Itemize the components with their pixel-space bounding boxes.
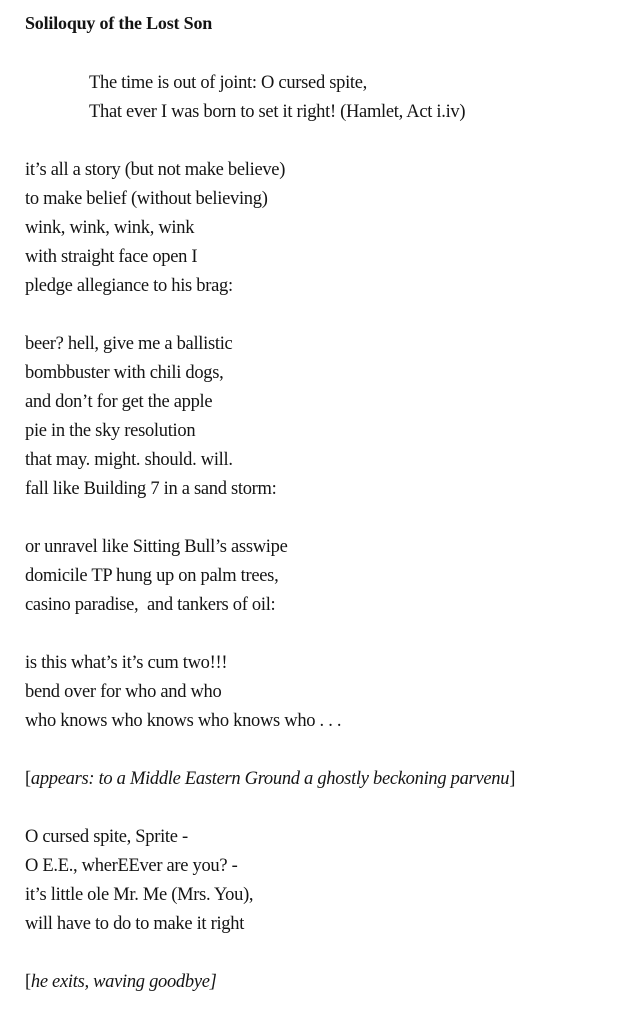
poem-line: wink, wink, wink, wink — [25, 218, 195, 238]
poem-line: beer? hell, give me a ballistic — [25, 334, 233, 354]
poem-line: will have to do to make it right — [25, 914, 245, 934]
stage-direction-text: appears: to a Middle Eastern Ground a ghostly beckoning parvenu — [30, 769, 510, 789]
poem-line: O E.E., wherEEver are you? - — [25, 856, 238, 876]
poem-line: and don’t for get the apple — [25, 392, 213, 412]
poem-line: it’s all a story (but not make believe) — [25, 160, 286, 180]
epigraph-line: That ever I was born to set it right! (Hamlet, Act i.iv) — [89, 102, 466, 122]
poem-line: that may. might. should. will. — [25, 450, 233, 470]
poem-line: bend over for who and who — [25, 682, 222, 702]
poem-line: domicile TP hung up on palm trees, — [25, 566, 279, 586]
poem-line: fall like Building 7 in a sand storm: — [25, 479, 277, 499]
stage-direction-text: he exits, waving goodbye] — [30, 972, 217, 992]
poem-title: Soliloquy of the Lost Son — [25, 13, 213, 33]
open-bracket: [ — [25, 769, 31, 789]
stage-direction-line — [25, 765, 515, 794]
poem-line: or unravel like Sitting Bull’s asswipe — [25, 537, 288, 557]
poem-line: is this what’s it’s cum two!!! — [25, 653, 228, 673]
stanza-5 — [25, 823, 253, 939]
poem-line: pie in the sky resolution — [25, 421, 196, 441]
stage-direction-line — [25, 968, 217, 997]
poem-line: it’s little ole Mr. Me (Mrs. You), — [25, 885, 254, 905]
poem-line: O cursed spite, Sprite - — [25, 827, 188, 847]
stanza-4 — [25, 649, 341, 736]
stage-direction-appears — [25, 765, 515, 794]
epigraph-line: The time is out of joint: O cursed spite, — [89, 73, 368, 93]
poem-line: pledge allegiance to his brag: — [25, 276, 233, 296]
stanza-3 — [25, 533, 287, 620]
poem-line: to make belief (without believing) — [25, 189, 268, 209]
epigraph-quote — [89, 69, 465, 127]
poem-line: with straight face open I — [25, 247, 198, 267]
poem-line: who knows who knows who knows who . . . — [25, 711, 342, 731]
close-bracket: ] — [509, 769, 516, 789]
stage-direction-exit — [25, 968, 217, 997]
stanza-2 — [25, 330, 276, 504]
open-bracket: [ — [25, 972, 31, 992]
poem-line: casino paradise, and tankers of oil: — [25, 595, 276, 615]
poem-line: bombbuster with chili dogs, — [25, 363, 224, 383]
stanza-1 — [25, 156, 285, 301]
